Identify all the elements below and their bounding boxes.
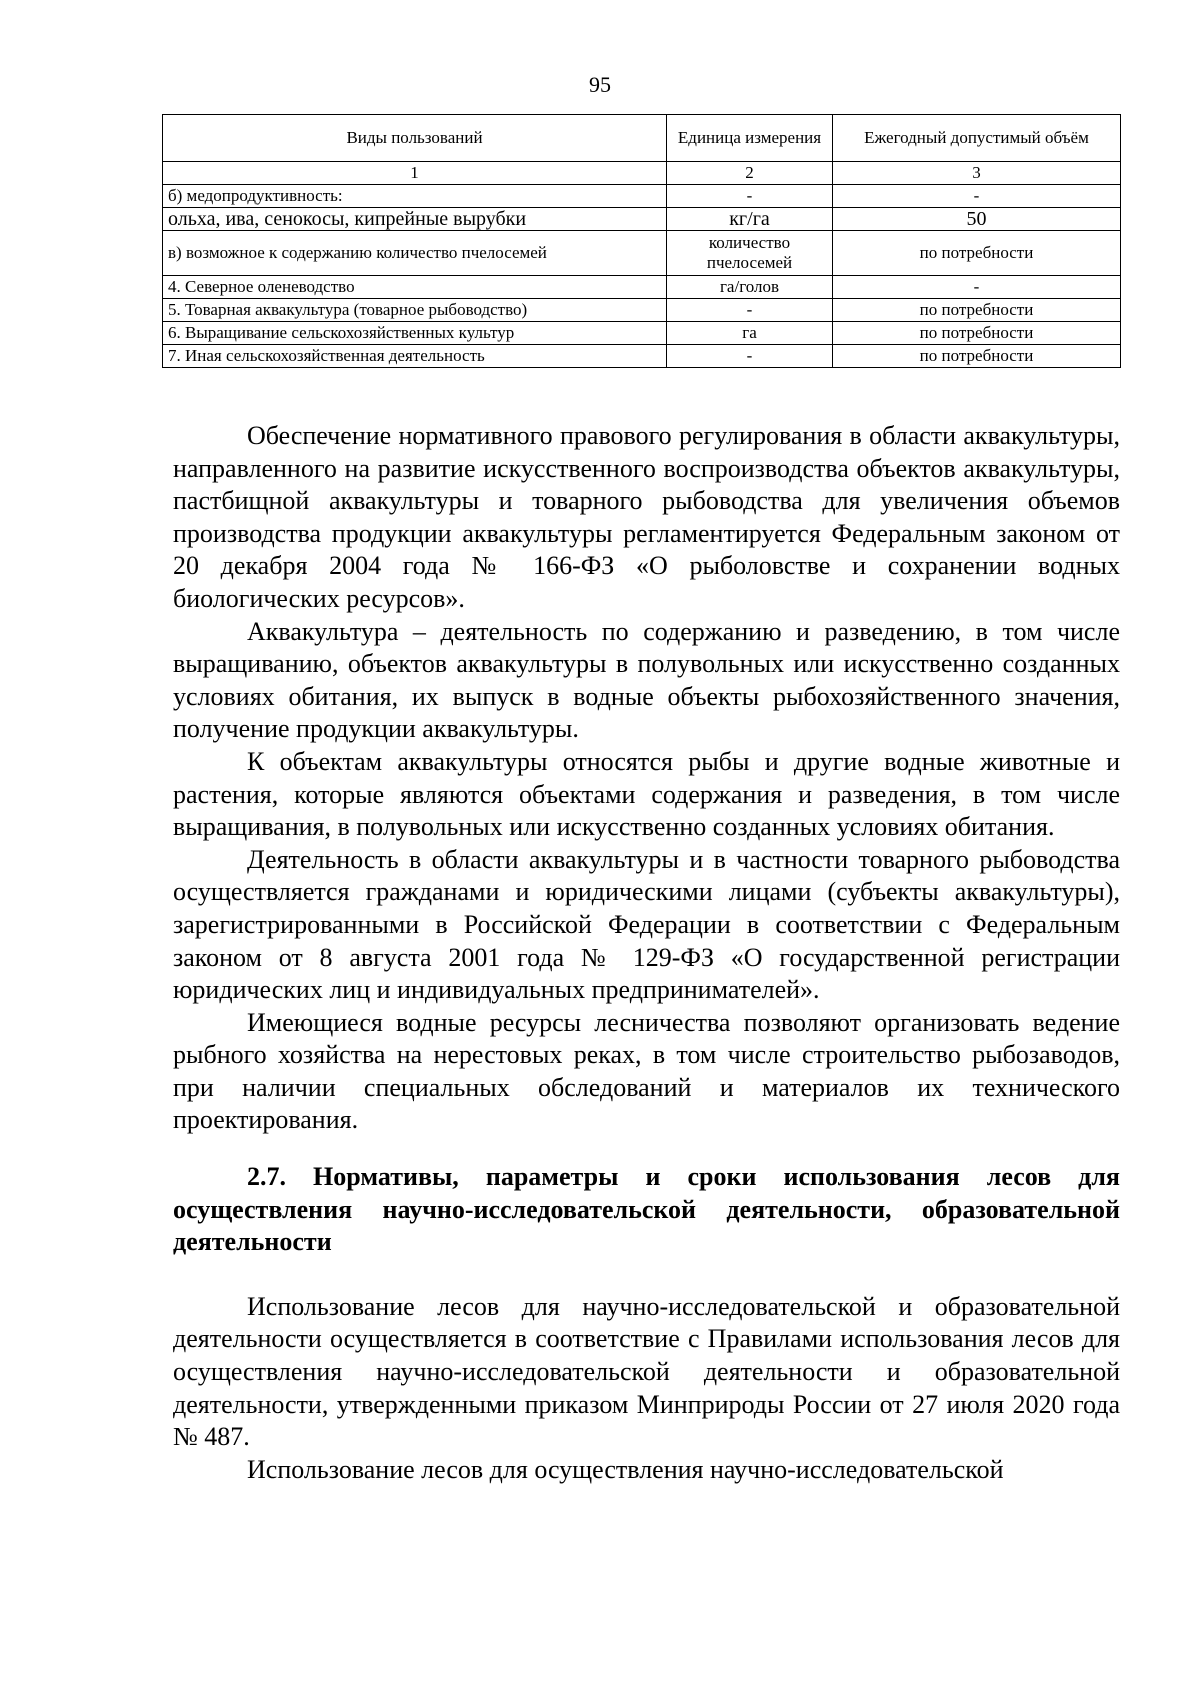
table-row bbox=[163, 231, 1121, 276]
table-row bbox=[163, 185, 1121, 208]
table-cell: - bbox=[667, 185, 833, 208]
paragraph: К объектам аквакультуры относятся рыбы и другие водные животные и растения, которые являются объектами содержания и разведения, в том числе выращивания, в полувольных или искусственно созданных условиях обитания. bbox=[173, 746, 1120, 842]
table-cell: - bbox=[833, 185, 1121, 208]
table-row bbox=[163, 208, 1121, 231]
table-cell: га/голов bbox=[667, 276, 833, 299]
table-header-row bbox=[163, 115, 1121, 162]
table-cell: 5. Товарная аквакультура (товарное рыбоводство) bbox=[163, 299, 667, 322]
table-cell: кг/га bbox=[667, 208, 833, 231]
table-row bbox=[163, 299, 1121, 322]
paragraph: Имеющиеся водные ресурсы лесничества позволяют организовать ведение рыбного хозяйства на нерестовых реках, в том числе строительство рыбозаводов, при наличии специальных обследований и материалов их технического проектирования. bbox=[173, 1007, 1120, 1135]
table-cell: 4. Северное оленеводство bbox=[163, 276, 667, 299]
table-cell: 6. Выращивание сельскохозяйственных культур bbox=[163, 322, 667, 345]
paragraph: Использование лесов для осуществления научно-исследовательской bbox=[247, 1454, 1004, 1484]
paragraph: Обеспечение нормативного правового регулирования в области аквакультуры, направленного на развитие искусственного воспроизводства объектов аквакультуры, пастбищной аквакультуры и товарного рыбоводства для увеличения объемов производства продукции аквакультуры регламентируется Федеральным законом от 20 декабря 2004 года № 166-ФЗ «О рыболовстве и сохранении водных биологических ресурсов». bbox=[173, 421, 1120, 613]
document-body bbox=[173, 420, 1120, 1486]
page-number: 95 bbox=[589, 72, 611, 97]
table-cell: по потребности bbox=[833, 345, 1121, 368]
table-cell: в) возможное к содержанию количество пчелосемей bbox=[163, 231, 667, 276]
table-cell: - bbox=[667, 299, 833, 322]
table-cell: по потребности bbox=[833, 299, 1121, 322]
table-cell: б) медопродуктивность: bbox=[163, 185, 667, 208]
table-cell: га bbox=[667, 322, 833, 345]
table-header-cell: Ежегодный допустимый объём bbox=[833, 115, 1121, 162]
table-cell: 50 bbox=[833, 208, 1121, 231]
paragraph: Использование лесов для научно-исследовательской и образовательной деятельности осуществляется в соответствие с Правилами использования лесов для осуществления научно-исследовательской деятельности и образовательной деятельности, утвержденными приказом Минприроды России от 27 июля 2020 года № 487. bbox=[173, 1291, 1120, 1452]
table-cell: по потребности bbox=[833, 231, 1121, 276]
paragraph: Аквакультура – деятельность по содержанию и разведению, в том числе выращиванию, объектов аквакультуры в полувольных или искусственно созданных условиях обитания, их выпуск в водные объекты рыбохозяйственного значения, получение продукции аквакультуры. bbox=[173, 616, 1120, 744]
column-number: 2 bbox=[667, 162, 833, 185]
table-cell: ольха, ива, сенокосы, кипрейные вырубки bbox=[163, 208, 667, 231]
table-cell: 7. Иная сельскохозяйственная деятельность bbox=[163, 345, 667, 368]
table-cell: - bbox=[833, 276, 1121, 299]
usage-table bbox=[162, 114, 1121, 368]
table-header-cell: Единица измерения bbox=[667, 115, 833, 162]
spacer bbox=[173, 1259, 1120, 1291]
table-column-number-row bbox=[163, 162, 1121, 185]
section-heading: 2.7. Нормативы, параметры и сроки использования лесов для осуществления научно-исследовательской деятельности, образовательной деятельности bbox=[173, 1162, 1120, 1257]
column-number: 1 bbox=[163, 162, 667, 185]
column-number: 3 bbox=[833, 162, 1121, 185]
paragraph: Деятельность в области аквакультуры и в частности товарного рыбоводства осуществляется гражданами и юридическими лицами (субъекты аквакультуры), зарегистрированными в Российской Федерации в соответствии с Федеральным законом от 8 августа 2001 года № 129-ФЗ «О государственной регистрации юридических лиц и индивидуальных предпринимателей». bbox=[173, 844, 1120, 1005]
table-cell: по потребности bbox=[833, 322, 1121, 345]
table-cell: количество пчелосемей bbox=[667, 231, 833, 276]
table-cell: - bbox=[667, 345, 833, 368]
table-header-cell: Виды пользований bbox=[163, 115, 667, 162]
table-row bbox=[163, 322, 1121, 345]
table-row bbox=[163, 345, 1121, 368]
table-row bbox=[163, 276, 1121, 299]
